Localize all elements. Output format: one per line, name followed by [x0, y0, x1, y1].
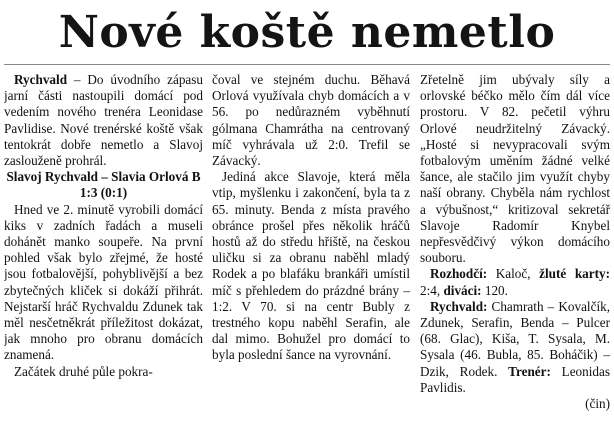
coach-text: Leonidas Pavlidis. [420, 363, 610, 395]
article-headline: Nové koště nemetlo [58, 7, 556, 58]
article-column-2 [212, 72, 410, 432]
match-officials [420, 266, 610, 298]
referee-text: Kaloč, [487, 266, 540, 282]
spectators-text: 120. [481, 282, 508, 298]
paragraph-home-goal: Jediná akce Slavoje, která měla vtip, myšlenku i zakončení, byla ta z 65. minuty. Benda z místa pravého obránce prošel přes několik hráčů hostů až do středu hřiště, na českou uličku si za obranu naběhl mladý Rodek a po blafáku brankáři umístil míč s přehledem do prázdné brány – 1:2. V 70. si na centr Bubly z trestného kopu naběhl Serafin, ale dal mimo. Bohužel pro domácí to byla poslední šance na vyrovnání. [212, 169, 410, 363]
top-clip [0, 0, 614, 2]
lineup-text: Chamrath – Kovalčík, Zdunek, Serafin, Benda – Pulcer (68. Glac), Kiša, T. Sysala, M. Sysala (46. Bubla, 85. Boháčik) – Dzik, Rodek. [420, 298, 610, 379]
referee-label: Rozhodčí: [430, 266, 488, 282]
spectators-label: diváci: [443, 282, 482, 298]
cards-label: žluté karty: [539, 266, 610, 282]
article-column-1 [4, 72, 203, 432]
cards-text: 2:4, [420, 282, 444, 298]
paragraph-second-half-start: Začátek druhé půle pokra- [14, 363, 153, 379]
lineup [420, 299, 610, 396]
dateline: Rychvald [14, 72, 68, 87]
headline-rule [4, 64, 610, 65]
article-column-3 [420, 72, 610, 432]
lead-text: – Do úvodního zápasu jarní části nastoupili domácí pod vedením nového trenéra Leonidase Pavlidise. Nové trenérské koště však tentokrát dobře nemetlo a Slavoj zaslouženě prohrál. [4, 72, 203, 169]
paragraph-second-half: čoval ve stejném duchu. Běhavá Orlová využívala chyb domácích a v 56. po nedůrazném vyběhnutí gólmana Chamrátha na centrovaný míč vyhrávala už 2:0. Trefil se Závacký. [212, 72, 410, 169]
match-title: Slavoj Rychvald – Slavia Orlová B 1:3 (0:1) [6, 169, 201, 201]
paragraph-ending: Zřetelně jim ubývaly síly a orlovské béčko mělo čím dál více prostoru. V 82. pečetil výhru Orlové neudržitelný Závacký. „Hosté si nevypracovali svým fotbalovým uměním žádné velké šance, ale stačilo jim využít chyby naší obrany. Chyběla nám rychlost a výbušnost,“ kritizoval sekretář Slavoje Radomír Knybel nepřesvědčivý výkon domácího souboru. [420, 72, 610, 266]
paragraph-first-half: Hned ve 2. minutě vyrobili domácí kiks v zadních řadách a museli dohánět manko soupeře. Na první pohled však bylo zřejmé, že hosté jsou fotbalovější, pohyblivější a bez zbytečných kliček si dokáží přihrát. Nejstarší hráč Rychvaldu Zdunek tak měl nesčetněkrát příležitost dokázat, jak mnoho pro obranu domácích znamená. [4, 201, 203, 363]
lead-paragraph [4, 72, 203, 169]
lineup-label: Rychvald: [430, 298, 488, 314]
coach-label: Trenér: [508, 363, 551, 379]
author-signature: (čin) [585, 396, 610, 412]
